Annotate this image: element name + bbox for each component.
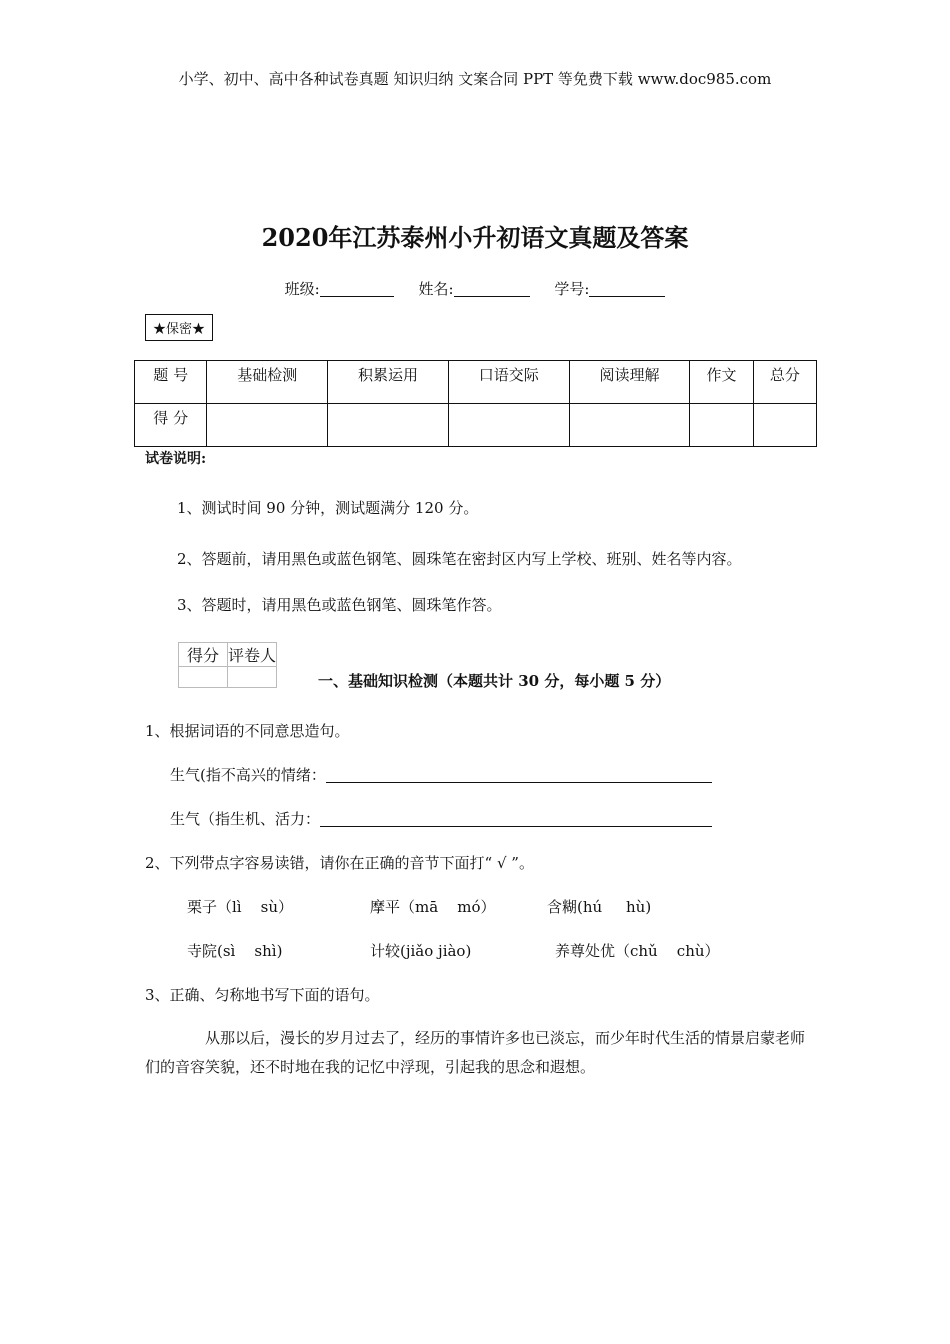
pinyin-item: 养尊处优（chǔ chù） (555, 942, 720, 960)
score-table (134, 360, 817, 447)
header-cell: 题 号 (135, 361, 207, 404)
instructions-heading: 试卷说明: (145, 451, 207, 467)
question-3-passage: 从那以后，漫长的岁月过去了，经历的事情许多也已淡忘，而少年时代生活的情景启蒙老师们的音容笑貌，还不时地在我的记忆中浮现，引起我的思念和遐想。 (145, 1029, 806, 1076)
pinyin-item: 栗子（lì sù） (187, 898, 294, 916)
header-cell: 总分 (753, 361, 816, 404)
score-cell[interactable] (207, 404, 328, 447)
question-1a (170, 764, 712, 785)
score-cell[interactable] (328, 404, 449, 447)
pinyin-item: 含糊(hú hù) (547, 898, 652, 916)
header-cell: 积累运用 (328, 361, 449, 404)
score-cell[interactable] (569, 404, 690, 447)
question-1b-prompt: 生气（指生机、活力： (170, 810, 321, 828)
student-info (0, 278, 950, 299)
answer-line-1a[interactable] (326, 766, 712, 783)
score-cell[interactable] (753, 404, 816, 447)
instruction-item: 1、测试时间 90 分钟，测试题满分 120 分。 (177, 499, 479, 517)
question-3-stem: 3、正确、匀称地书写下面的语句。 (145, 986, 380, 1004)
grader-reviewer-cell[interactable] (228, 667, 277, 688)
grader-reviewer-label: 评卷人 (228, 643, 277, 667)
class-label: 班级: (284, 280, 320, 298)
header-cell: 口语交际 (448, 361, 569, 404)
page-title: 2020年江苏泰州小升初语文真题及答案 (261, 223, 689, 252)
question-1b (170, 808, 712, 829)
score-cell[interactable] (690, 404, 753, 447)
score-cell[interactable] (448, 404, 569, 447)
section-title: 一、基础知识检测（本题共计 30 分，每小题 5 分） (318, 672, 671, 690)
grader-box (178, 642, 277, 688)
question-2-stem: 2、下列带点字容易读错，请你在正确的音节下面打“ √ ”。 (145, 854, 534, 872)
class-field[interactable] (285, 280, 394, 298)
student-id-field[interactable] (554, 280, 665, 298)
question-1a-prompt: 生气(指不高兴的情绪： (170, 766, 326, 784)
answer-line-1b[interactable] (320, 810, 712, 827)
header-cell: 基础检测 (207, 361, 328, 404)
grader-score-cell[interactable] (179, 667, 228, 688)
pinyin-item: 计较(jiǎo jiào) (370, 942, 472, 960)
name-field[interactable] (418, 280, 529, 298)
score-table-score-row (135, 404, 817, 447)
row-label-cell: 得 分 (135, 404, 207, 447)
question-1-stem: 1、根据词语的不同意思造句。 (145, 722, 350, 740)
instruction-item: 2、答题前，请用黑色或蓝色钢笔、圆珠笔在密封区内写上学校、班别、姓名等内容。 (177, 550, 742, 568)
secret-stamp: ★保密★ (145, 314, 213, 341)
student-id-label: 学号: (554, 280, 590, 298)
site-header: 小学、初中、高中各种试卷真题 知识归纳 文案合同 PPT 等免费下载 www.doc985.com (178, 70, 772, 88)
grader-score-label: 得分 (179, 643, 228, 667)
header-cell: 作文 (690, 361, 753, 404)
name-label: 姓名: (418, 280, 454, 298)
pinyin-item: 寺院(sì shì) (187, 942, 283, 960)
instruction-item: 3、答题时，请用黑色或蓝色钢笔、圆珠笔作答。 (177, 596, 502, 614)
score-table-header-row (135, 361, 817, 404)
header-cell: 阅读理解 (569, 361, 690, 404)
pinyin-item: 摩平（mā mó） (370, 898, 496, 916)
